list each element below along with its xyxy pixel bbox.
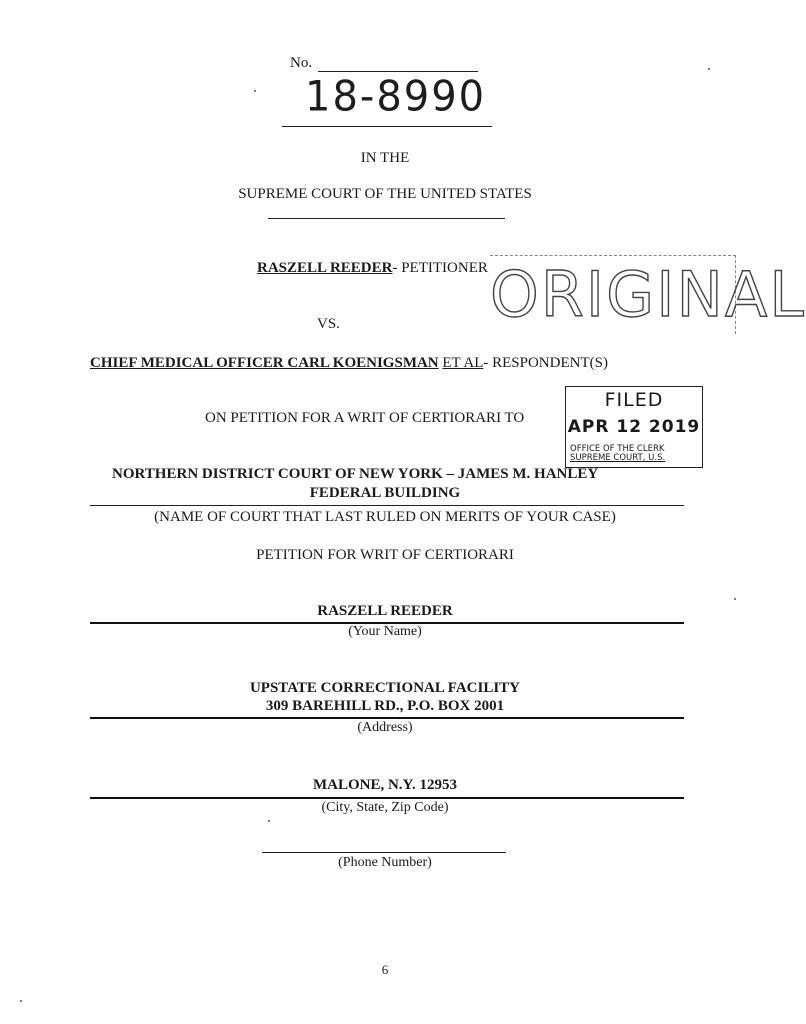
court-name-heading: SUPREME COURT OF THE UNITED STATES [238,186,532,202]
versus-label: VS. [317,316,340,332]
in-the-heading: IN THE [360,150,410,166]
lower-court-line2: FEDERAL BUILDING [309,485,461,501]
lower-court-caption: (NAME OF COURT THAT LAST RULED ON MERITS OF YOUR CASE) [154,509,616,525]
scan-speck [734,598,736,600]
respondent-line [90,355,608,372]
lower-court-rule [90,505,684,506]
docket-number-rule [282,126,492,127]
respondent-et-al: ET AL [442,355,484,371]
page-number: 6 [381,962,389,977]
scan-speck [254,90,256,92]
docket-label-rule [318,71,478,72]
respondent-name: CHIEF MEDICAL OFFICER CARL KOENIGSMAN [90,355,439,371]
filed-stamp [565,386,703,468]
phone-caption: (Phone Number) [338,855,432,870]
address-line1: UPSTATE CORRECTIONAL FACILITY [249,680,521,696]
address-rule [90,717,684,719]
petitioner-role: - PETITIONER [392,260,488,276]
petition-title: PETITION FOR WRIT OF CERTIORARI [256,547,514,563]
city-caption: (City, State, Zip Code) [321,800,449,815]
original-stamp: ORIGINAL [490,255,736,334]
petition-for-writ-line: ON PETITION FOR A WRIT OF CERTIORARI TO [205,410,525,426]
filed-stamp-office-line: OFFICE OF THE CLERK [570,444,665,454]
court-heading-rule [268,218,505,219]
respondent-role: - RESPONDENT(S) [483,355,608,371]
docket-label: No. [290,55,313,71]
filed-stamp-title: FILED [604,389,664,411]
petitioner-name: RASZELL REEDER [257,260,393,276]
city-value: MALONE, N.Y. 12953 [312,777,458,793]
petitioner-line [257,260,488,277]
address-line2: 309 BAREHILL RD., P.O. BOX 2001 [265,698,505,714]
scan-speck [708,68,710,70]
address-caption: (Address) [357,720,413,735]
your-name-caption: (Your Name) [348,624,422,639]
filed-stamp-office [570,445,700,463]
phone-rule [262,852,506,853]
lower-court-line1: NORTHERN DISTRICT COURT OF NEW YORK – JAMES M. HANLEY [112,466,599,482]
docket-number: 18-8990 [305,72,487,122]
scan-speck [20,1000,22,1002]
filed-stamp-court-line: SUPREME COURT, U.S. [570,453,666,463]
your-name-value: RASZELL REEDER [317,603,453,619]
filed-stamp-date: APR 12 2019 [567,417,701,437]
city-rule [90,797,684,799]
scan-speck [268,820,270,822]
